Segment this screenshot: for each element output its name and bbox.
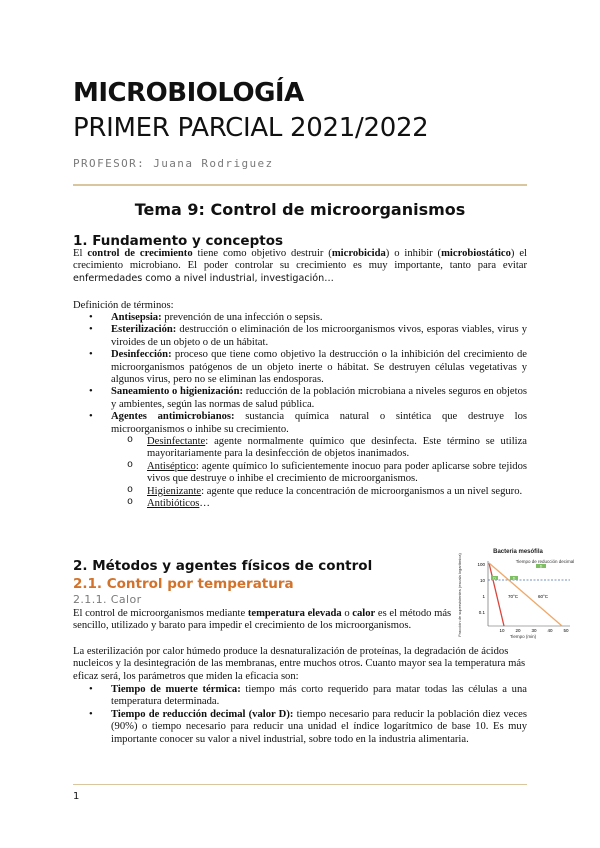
professor-label: PROFESOR:: [73, 157, 146, 170]
list-item: o Desinfectante: agente normalmente químico que desinfecta. Este término se utiliza mayoritariamente para la desinfección de objetos inanimados.: [73, 436, 527, 461]
footer-divider: [73, 784, 527, 785]
figure-xtick: 20: [515, 628, 521, 633]
topic-title: Tema 9: Control de microorganismos: [134, 200, 466, 219]
course-title: MICROBIOLOGÍA: [73, 78, 304, 108]
section2-subsubheading: 2.1.1. Calor: [73, 593, 142, 606]
figure-line-70c: [489, 563, 504, 626]
figure-annotation: Tiempo de reducción decimal: [515, 559, 575, 564]
list-item: • Esterilización: destrucción o eliminación de los microorganismos vivos, esporas viables, virus y viroides de un objeto o de un hábitat.: [73, 324, 527, 349]
header-divider: [73, 184, 527, 186]
figure-d-marker: D: [539, 564, 543, 569]
list-item: • Antisepsia: prevención de una infección o sepsis.: [73, 312, 527, 324]
figure-label-70c: 70°C: [508, 594, 519, 599]
figure-ytick: 100: [477, 562, 485, 567]
figure-d-marker: D: [512, 576, 516, 581]
page-number: 1: [73, 791, 80, 802]
figure-ylabel: Fracción de supervivientes (escala logarítmica): [457, 553, 462, 637]
definitions-label: Definición de términos:: [73, 300, 174, 311]
thermal-death-figure: [458, 545, 574, 641]
list-item: • Agentes antimicrobianos: sustancia química natural o sintética que destruye los microorganismos o inhibe su crecimiento.: [73, 411, 527, 436]
professor-line: [73, 157, 274, 170]
definitions-list: [73, 312, 527, 511]
figure-ytick: 1: [482, 594, 485, 599]
figure-xtick: 10: [499, 628, 505, 633]
figure-line-60c: [489, 563, 562, 626]
section2-para1: El control de microorganismos mediante temperatura elevada o calor es el método más sencillo, utilizado y barato para impedir el crecimiento de los microorganismos.: [73, 608, 452, 632]
professor-name: Juana Rodriguez: [153, 157, 274, 170]
list-item: • Saneamiento o higienización: reducción de la población microbiana a niveles seguros en objetos y ambientes, según las normas de salud pública.: [73, 386, 527, 411]
list-item: o Antibióticos…: [73, 498, 527, 510]
list-item: o Higienizante: agente que reduce la concentración de microorganismos a un nivel seguro.: [73, 486, 527, 498]
section2-subheading: 2.1. Control por temperatura: [73, 576, 294, 592]
exam-title: PRIMER PARCIAL 2021/2022: [73, 113, 429, 143]
figure-label-60c: 60°C: [538, 594, 549, 599]
figure-xtick: 30: [531, 628, 537, 633]
figure-xtick: 50: [563, 628, 569, 633]
section2-heading: 2. Métodos y agentes físicos de control: [73, 558, 373, 574]
figure-ytick: 10: [479, 578, 485, 583]
figure-xlabel: Tiempo (min): [509, 634, 537, 639]
figure-ytick: 0.1: [478, 610, 485, 615]
list-item: • Tiempo de muerte térmica: tiempo más corto requerido para matar todas las células a una temperatura determinada.: [73, 684, 527, 709]
efficacy-list: [73, 684, 527, 746]
figure-xtick: 40: [547, 628, 553, 633]
list-item: • Tiempo de reducción decimal (valor D): tiempo necesario para reducir la población diez veces (90%) o tiempo necesario para reducir una unidad el índice logarítmico de base 10. Es muy importante conocer su valor a nivel industrial, sobre todo en la industria alimentaria.: [73, 709, 527, 746]
section1-intro: El control de crecimiento tiene como objetivo destruir (microbicida) o inhibir (microbiostático) el crecimiento microbiano. El poder controlar su crecimiento es muy importante, tanto para evitar enfermedades como a nivel industrial, investigación…: [73, 248, 527, 284]
list-item: • Desinfección: proceso que tiene como objetivo la destrucción o la inhibición del crecimiento de microorganismos patógenos de un objeto inerte o hábitat. Se destruyen células vegetativas y algunos virus, pero no se eliminan las endosporas.: [73, 349, 527, 386]
figure-d-marker: D: [493, 576, 496, 581]
figure-title: Bacteria mesófila: [493, 549, 543, 555]
section2-para2: La esterilización por calor húmedo produce la desnaturalización de proteínas, la degradación de ácidos nucleicos y la desintegración de las membranas, entre muchos otros. Cuanto mayor sea la temperatura más eficaz será, los parámetros que miden la eficacia son:: [73, 646, 526, 682]
section1-heading: 1. Fundamento y conceptos: [73, 233, 284, 249]
list-item: o Antiséptico: agente químico lo suficientemente inocuo para poder aplicarse sobre tejidos vivos que destruye o inhibe el crecimiento de microorganismos.: [73, 461, 527, 486]
